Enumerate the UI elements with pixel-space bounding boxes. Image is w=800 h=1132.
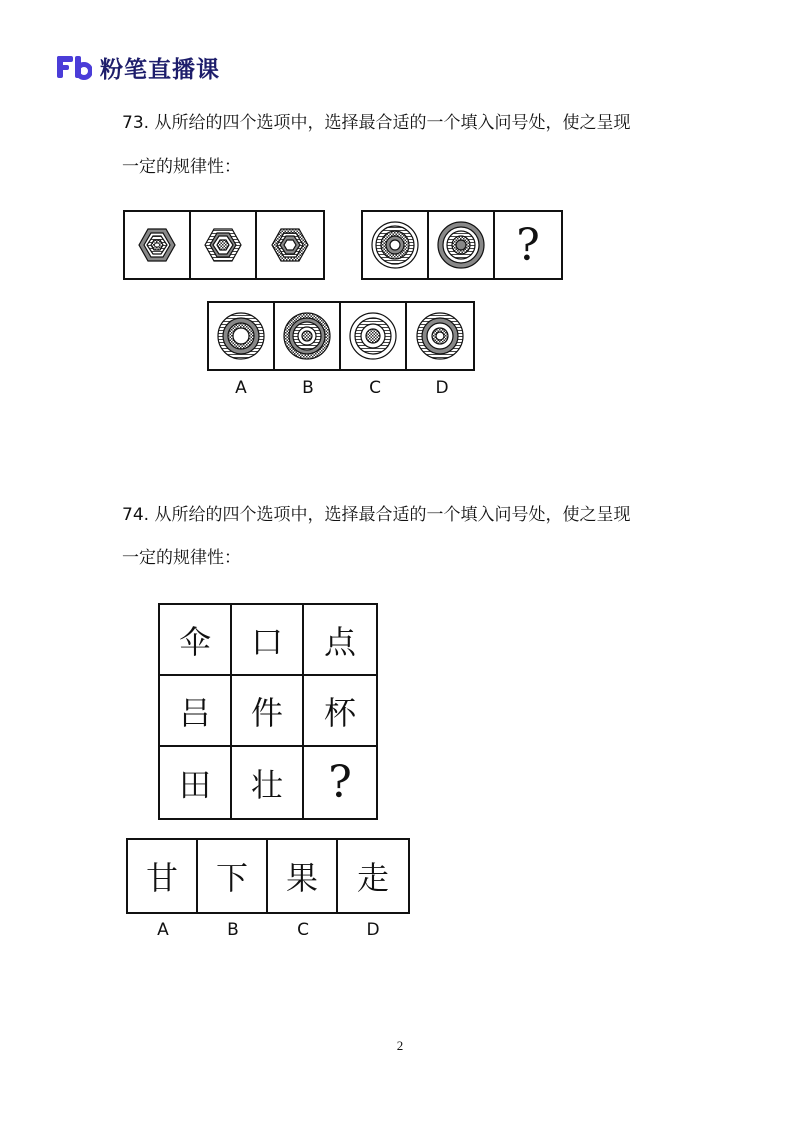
brand-name: 粉笔直播课 [100,56,220,83]
q73-option-c-figure[interactable] [341,303,407,369]
q73-option-label-a: A [235,378,247,398]
concentric-circle-figure [210,305,272,367]
q73-question-cell [495,212,561,278]
q74-grid-cell: 田 [160,747,232,818]
nested-hexagon-figure [259,214,321,276]
q74-option-d[interactable]: 走 [356,859,389,897]
q74-option-label-c: C [297,920,309,940]
concentric-circle-figure [364,214,426,276]
q74-grid-cell: 伞 [160,605,232,676]
brand-logo [56,52,220,82]
nested-hexagon-figure [192,214,254,276]
q73-option-label-c: C [369,378,381,398]
concentric-circle-figure [430,214,492,276]
concentric-circle-figure [342,305,404,367]
q74-option-label-b: B [227,920,239,940]
q73-options-panel [207,301,475,371]
q74-grid-cell: 吕 [160,676,232,747]
q74-options-panel [126,838,410,914]
q73-text-line2: 一定的规律性： [122,157,241,177]
question-mark: ? [516,219,540,271]
q73-figure-4 [363,212,429,278]
q73-figure-5 [429,212,495,278]
page-number: 2 [396,1038,404,1053]
q73-option-d-figure[interactable] [407,303,473,369]
q74-option-b[interactable]: 下 [198,840,268,912]
q74-text-line1: 74. 从所给的四个选项中，选择最合适的一个填入问号处，使之呈现 [122,505,631,525]
q73-figure-2 [191,212,257,278]
q73-figure-3 [257,212,323,278]
q74-grid-cell: 点 [304,605,376,676]
q74-option-a[interactable]: 甘 [128,840,198,912]
q74-grid-cell: 壮 [232,747,304,818]
q73-option-label-d: D [435,378,449,398]
concentric-circle-figure [276,305,338,367]
concentric-circle-figure [409,305,471,367]
q74-grid-cell: 杯 [304,676,376,747]
q73-sequence-panel-2 [361,210,563,280]
q74-grid-cell: 口 [232,605,304,676]
q74-grid-cell: 件 [232,676,304,747]
q73-option-a-figure[interactable] [209,303,275,369]
nested-hexagon-figure [126,214,188,276]
q73-option-label-b: B [302,378,314,398]
q73-sequence-panel-1 [123,210,325,280]
q74-character-grid [158,603,378,820]
q73-option-b-figure[interactable] [275,303,341,369]
q74-option-label-d: D [366,920,380,940]
q74-option-c[interactable]: 果 [268,840,338,912]
q73-text-line1: 73. 从所给的四个选项中，选择最合适的一个填入问号处，使之呈现 [122,113,631,133]
q73-figure-1 [125,212,191,278]
fenbi-logo-icon [56,54,92,80]
q74-text-line2: 一定的规律性： [122,548,241,568]
question-mark: ? [328,757,352,808]
q74-option-label-a: A [157,920,169,940]
